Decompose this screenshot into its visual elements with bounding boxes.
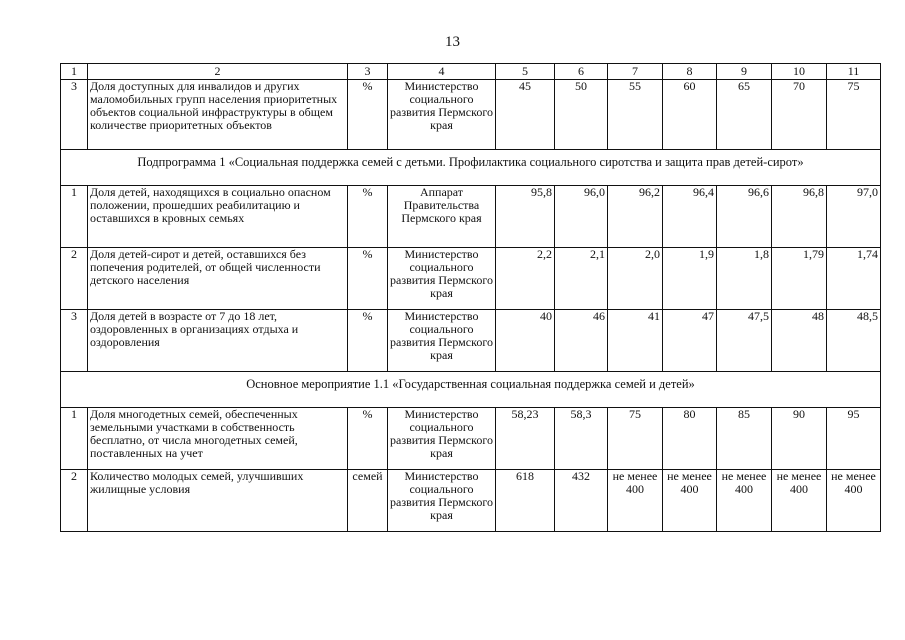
table-row [61,248,881,310]
responsible-executor: Министерство социального развития Пермского края [388,310,496,372]
year-value: 75 [608,408,663,470]
indicator-name: Доля детей, находящихся в социально опасном положении, прошедших реабилитацию и оставшихся в кровных семьях [88,186,348,248]
year-value: 70 [772,80,827,150]
column-number: 2 [88,64,348,80]
responsible-executor: Министерство социального развития Пермского края [388,408,496,470]
year-value: 58,3 [555,408,608,470]
column-number: 6 [555,64,608,80]
column-number: 1 [61,64,88,80]
year-value: не менее 400 [608,470,663,532]
year-value: 47 [663,310,717,372]
page-number: 13 [445,34,460,50]
column-number: 4 [388,64,496,80]
responsible-executor: Министерство социального развития Пермского края [388,470,496,532]
section-header-row [61,150,881,186]
year-value: 97,0 [827,186,881,248]
year-value: 618 [496,470,555,532]
year-value: 47,5 [717,310,772,372]
table-row [61,470,881,532]
row-number: 1 [61,186,88,248]
year-value: 46 [555,310,608,372]
year-value: 432 [555,470,608,532]
year-value: 2,0 [608,248,663,310]
indicator-name: Доля доступных для инвалидов и других маломобильных групп населения приоритетных объектов социальной инфраструктуры в общем количестве приоритетных объектов [88,80,348,150]
column-number: 11 [827,64,881,80]
unit-of-measure: % [348,408,388,470]
year-value: 90 [772,408,827,470]
year-value: не менее 400 [772,470,827,532]
year-value: 48 [772,310,827,372]
year-value: 1,8 [717,248,772,310]
year-value: не менее 400 [827,470,881,532]
column-number: 7 [608,64,663,80]
year-value: не менее 400 [663,470,717,532]
indicator-name: Количество молодых семей, улучшивших жилищные условия [88,470,348,532]
unit-of-measure: % [348,310,388,372]
year-value: 41 [608,310,663,372]
year-value: 65 [717,80,772,150]
table-body [61,80,881,532]
section-header-row [61,372,881,408]
indicator-name: Доля детей-сирот и детей, оставшихся без попечения родителей, от общей численности детского населения [88,248,348,310]
year-value: 96,4 [663,186,717,248]
section-title: Основное мероприятие 1.1 «Государственная социальная поддержка семей и детей» [61,372,881,408]
row-number: 3 [61,80,88,150]
year-value: 75 [827,80,881,150]
year-value: 96,8 [772,186,827,248]
year-value: 2,2 [496,248,555,310]
unit-of-measure: семей [348,470,388,532]
row-number: 1 [61,408,88,470]
year-value: не менее 400 [717,470,772,532]
year-value: 85 [717,408,772,470]
indicator-name: Доля многодетных семей, обеспеченных земельными участками в собственность бесплатно, от числа многодетных семей, поставленных на учет [88,408,348,470]
year-value: 48,5 [827,310,881,372]
year-value: 96,2 [608,186,663,248]
table-row [61,310,881,372]
year-value: 96,0 [555,186,608,248]
row-number: 2 [61,470,88,532]
table-row [61,408,881,470]
unit-of-measure: % [348,248,388,310]
year-value: 50 [555,80,608,150]
row-number: 2 [61,248,88,310]
column-number: 9 [717,64,772,80]
responsible-executor: Министерство социального развития Пермского края [388,248,496,310]
year-value: 96,6 [717,186,772,248]
year-value: 2,1 [555,248,608,310]
table-row [61,80,881,150]
row-number: 3 [61,310,88,372]
responsible-executor: Министерство социального развития Пермского края [388,80,496,150]
section-title: Подпрограмма 1 «Социальная поддержка семей с детьми. Профилактика социального сиротства и защита прав детей-сирот» [61,150,881,186]
year-value: 1,79 [772,248,827,310]
responsible-executor: Аппарат Правительства Пермского края [388,186,496,248]
column-number: 3 [348,64,388,80]
year-value: 40 [496,310,555,372]
column-number: 8 [663,64,717,80]
year-value: 55 [608,80,663,150]
indicator-name: Доля детей в возрасте от 7 до 18 лет, оздоровленных в организациях отдыха и оздоровления [88,310,348,372]
year-value: 1,74 [827,248,881,310]
year-value: 1,9 [663,248,717,310]
year-value: 80 [663,408,717,470]
indicators-table [60,63,881,532]
year-value: 95,8 [496,186,555,248]
year-value: 95 [827,408,881,470]
column-number: 10 [772,64,827,80]
year-value: 60 [663,80,717,150]
unit-of-measure: % [348,80,388,150]
table-row [61,186,881,248]
column-number-row [61,64,881,80]
year-value: 45 [496,80,555,150]
column-number: 5 [496,64,555,80]
unit-of-measure: % [348,186,388,248]
year-value: 58,23 [496,408,555,470]
